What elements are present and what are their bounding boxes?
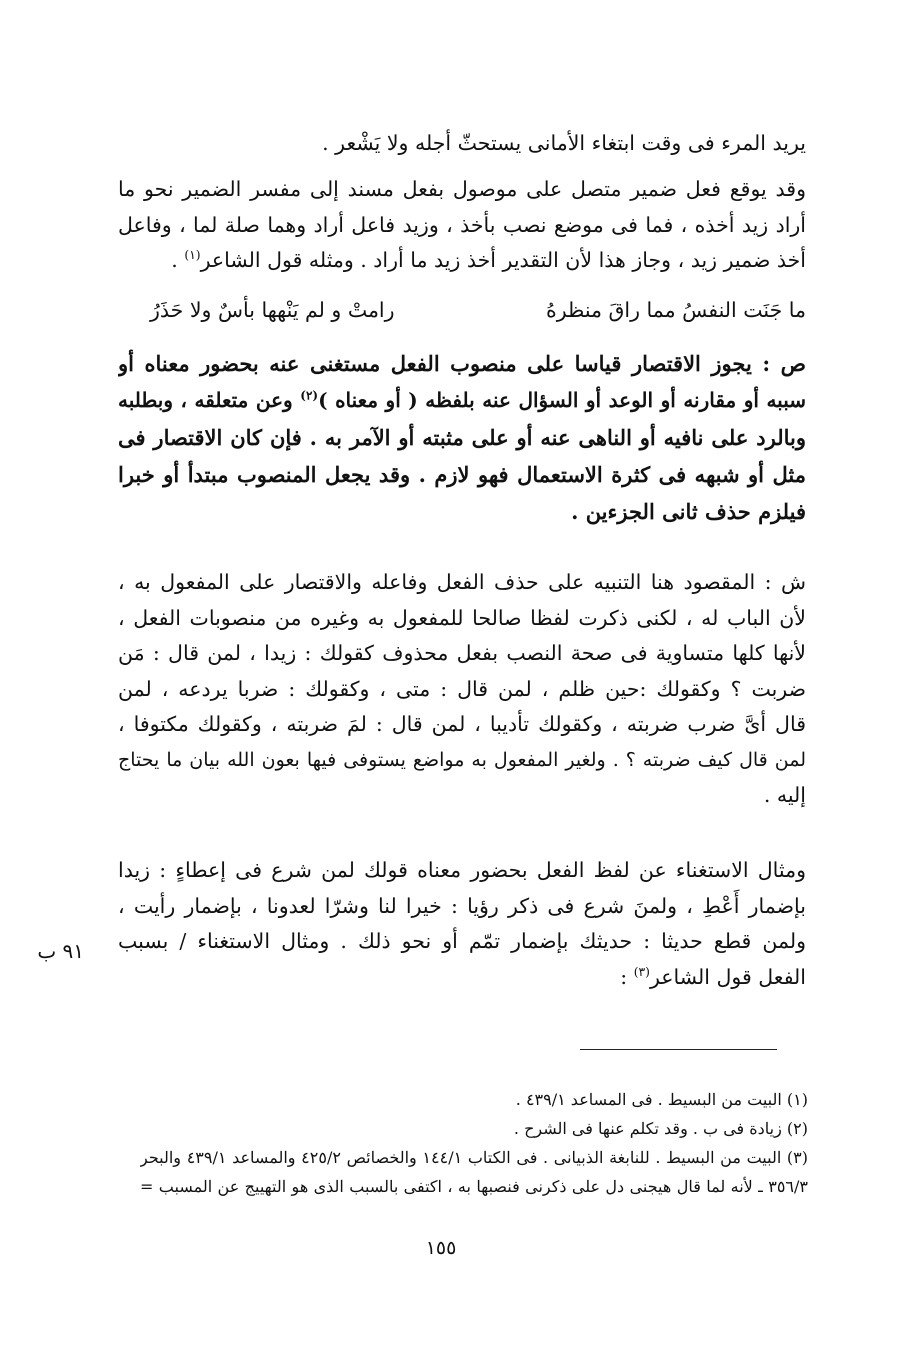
footnote-ref: (٢) (300, 388, 319, 403)
commentary-paragraph (118, 565, 806, 814)
footnote-line: ٣٥٦/٣ ـ لأنه لما قال هيجنى دل على ذكرنى فنصبها به ، اكتفى بالسبب الذى هو التهييج عن المسبب = (140, 1177, 808, 1196)
text-fragment: وعن متعلقه ، وبطلبه (118, 388, 293, 412)
footnote-line: (١) البيت من البسيط . فى المساعد ٤٣٩/١ . (515, 1090, 808, 1109)
text-line: ولمن قطع حديثا : حديثك بإضمار تمّم أو نحو ذلك . ومثال الاستغناء / بسبب (118, 929, 806, 953)
verse-second-hemistich: رامتْ و لم يَنْهها بأسٌ ولا حَذَرُ (150, 298, 395, 322)
text-line: يريد المرء فى وقت ابتغاء الأمانى يستحثّ أجله ولا يَشْعر . (322, 131, 806, 155)
text-line: لأنها كلها متساوية فى صحة النصب بفعل محذوف كقولك : زيدا ، لمن قال : مَن (118, 641, 806, 665)
manuscript-folio-note: ٩١ ب (37, 939, 84, 963)
footnote-line: (٢) زيادة فى ب . وقد تكلم عنها فى الشرح . (513, 1119, 808, 1138)
explanation-paragraph (118, 172, 806, 279)
text-line: أراد زيد أخذه ، فما فى موضع نصب بأخذ ، وزيد فاعل أراد وهما صلة لما ، وفاعل (118, 212, 806, 237)
footnotes (140, 1085, 808, 1201)
text-line: وقد يوقع فعل ضمير متصل على موصول بفعل مسند إلى مفسر الضمير نحو ما (118, 177, 806, 201)
example-paragraph (118, 853, 806, 995)
footnote-line: (٣) البيت من البسيط . للنابغة الذبيانى . فى الكتاب ١٤٤/١ والخصائص ٤٢٥/٢ والمساعد ٤٣٩/١ والبحر (140, 1148, 808, 1167)
text-line: وبالرد على نافيه أو الناهى عنه أو على مثبته أو الآمر به . فإن كان الاقتصار فى (118, 425, 806, 450)
text-line: قال أىَّ ضرب ضربته ، وكقولك تأديبا ، لمن قال : لمَ ضربته ، وكقولك مكتوفا ، (118, 712, 806, 736)
page-number: ١٥٥ (425, 1237, 457, 1259)
text-fragment: . (171, 248, 178, 272)
text-fragment: سببه أو مقارنه أو الوعد أو السؤال عنه بلفظه ( أو معناه ) (318, 388, 806, 412)
poetry-verse (150, 292, 806, 328)
text-line: لمن قال كيف ضربته ؟ . ولغير المفعول به مواضع يستوفى فيها بعون الله بيان ما يحتاج (118, 748, 806, 771)
text-fragment: الفعل قول الشاعر (649, 964, 806, 989)
text-line: إليه . (763, 783, 806, 807)
text-line: لأن الباب له ، لكنى ذكرت لفظا صالحا للمفعول به وغيره من منصوبات الفعل ، (118, 605, 806, 630)
text-line: ومثال الاستغناء عن لفظ الفعل بحضور معناه قولك لمن شرع فى إعطاءٍ : زيدا (118, 858, 806, 882)
footnote-ref: (١) (184, 248, 201, 263)
text-line (118, 960, 806, 996)
footnote-divider (580, 1049, 777, 1050)
text-line: مثل أو شبهه فى كثرة الاستعمال فهو لازم . وقد يجعل المنصوب مبتدأ أو خبرا (118, 462, 806, 487)
text-line: ش : المقصود هنا التنبيه على حذف الفعل وفاعله والاقتصار على المفعول به ، (118, 570, 806, 594)
verse-first-hemistich: ما جَنَت النفسُ مما راقَ منظرهُ (545, 298, 806, 322)
continuation-paragraph (118, 126, 806, 162)
rule-text-bold (118, 345, 806, 530)
text-line: فيلزم حذف ثانى الجزءين . (571, 499, 806, 524)
text-line (118, 243, 806, 279)
text-line: بإضمار أَعْطِ ، ولمنَ شرع فى ذكر رؤيا : خيرا لنا وشرّا لعدونا ، بإضمار رأيت ، (118, 893, 806, 918)
text-line (118, 382, 806, 419)
text-line: ضربت ؟ وكقولك :حين ظلم ، لمن قال : متى ، وكقولك : ضربا يردعه ، لمن (118, 676, 806, 701)
text-fragment: : (620, 964, 628, 989)
text-line: ص : يجوز الاقتصار قياسا على منصوب الفعل مستغنى عنه بحضور معناه أو (118, 351, 806, 376)
footnote-ref: (٣) (633, 964, 650, 979)
text-fragment: أخذ ضمير زيد ، وجاز هذا لأن التقدير أخذ زيد ما أراد . ومثله قول الشاعر (200, 248, 806, 272)
